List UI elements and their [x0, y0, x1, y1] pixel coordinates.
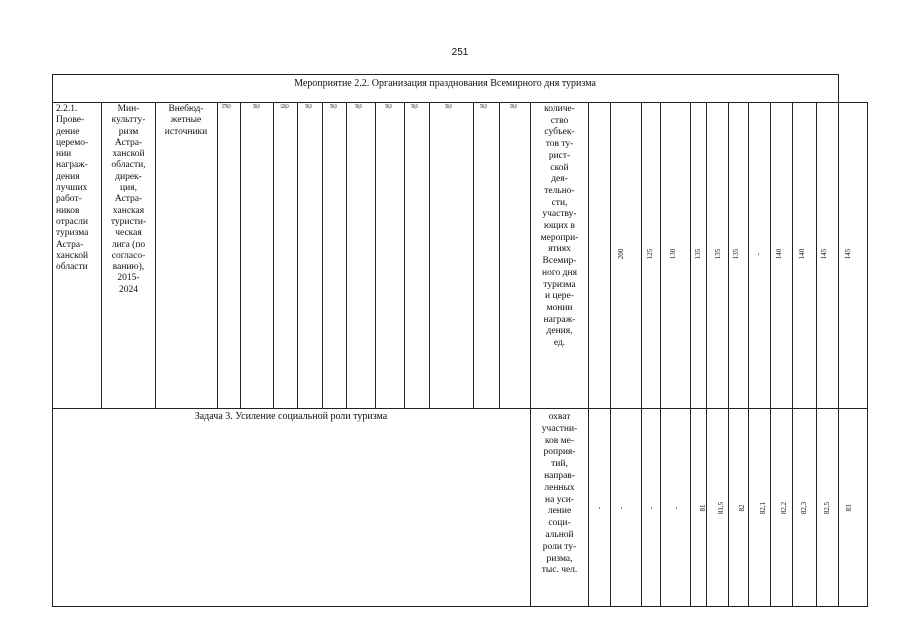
- finance-value: 50,0: [445, 104, 452, 110]
- indicator-value: 83: [845, 504, 853, 512]
- indicator-value: 145: [820, 248, 828, 260]
- indicator-value: 140: [798, 248, 806, 260]
- activity-number-cell: 2.2.1. Прове- дение церемо- нии награж- дения лучших работ- ников отрасли туризма Астра- ханской области: [56, 104, 89, 273]
- indicator-value: 200: [617, 248, 625, 260]
- indicator-value: 82,5: [823, 501, 831, 515]
- indicator-value: 130: [669, 248, 677, 260]
- indicator-value: -: [754, 252, 762, 256]
- measure-title: Мероприятие 2.2. Организация празднования Всемирного дня туризма: [294, 78, 596, 89]
- indicator-value: 140: [775, 248, 783, 260]
- indicator-participants-coverage: охват участни- ков ме- роприя- тий, направ- ленных на уси- ление соци- альной роли ту- ризма, тыс. чел.: [541, 412, 578, 576]
- finance-value: 570,0: [222, 104, 231, 110]
- indicator-value: 82,3: [800, 501, 808, 515]
- page-number: 251: [451, 47, 469, 58]
- finance-value: 50,0: [411, 104, 418, 110]
- indicator-value: 81: [699, 504, 707, 512]
- task-title: Задача 3. Усиление социальной роли туризма: [194, 411, 388, 422]
- finance-value: 50,0: [385, 104, 392, 110]
- finance-value: 50,0: [480, 104, 487, 110]
- finance-value: 50,0: [355, 104, 362, 110]
- executor-cell: Мин- культтy- ризм Астра- ханской области, дирек- ция, Астра- ханская туристи- ческая лига (по согласо- ванию), 2015- 2024: [110, 104, 147, 295]
- indicator-participants-count: количе- ство субъек- тов ту- рист- ской дея- тельно- сти, участву- ющих в меропри- ятиях Всемир- ного дня туризма и цере- монии награж- дения, ед.: [540, 104, 579, 349]
- finance-value: 50,0: [253, 104, 260, 110]
- indicator-value: 125: [646, 248, 654, 260]
- indicator-value: -: [617, 506, 625, 510]
- finance-value: 50,0: [330, 104, 337, 110]
- indicator-value: 82: [738, 504, 746, 512]
- funding-source-cell: Внебюд- жетные источники: [164, 104, 208, 137]
- indicator-value: -: [647, 506, 655, 510]
- indicator-value: -: [672, 506, 680, 510]
- indicator-value: 135: [694, 248, 702, 260]
- indicator-value: 135: [714, 248, 722, 260]
- indicator-value: 82,1: [759, 501, 767, 515]
- indicator-value: 81,5: [717, 501, 725, 515]
- finance-value: 50,0: [510, 104, 517, 110]
- indicator-value: 82,2: [780, 501, 788, 515]
- indicator-value: 145: [844, 248, 852, 260]
- indicator-value: -: [595, 506, 603, 510]
- indicator-value: 135: [732, 248, 740, 260]
- finance-value: 50,0: [305, 104, 312, 110]
- finance-value: 120,0: [280, 104, 289, 110]
